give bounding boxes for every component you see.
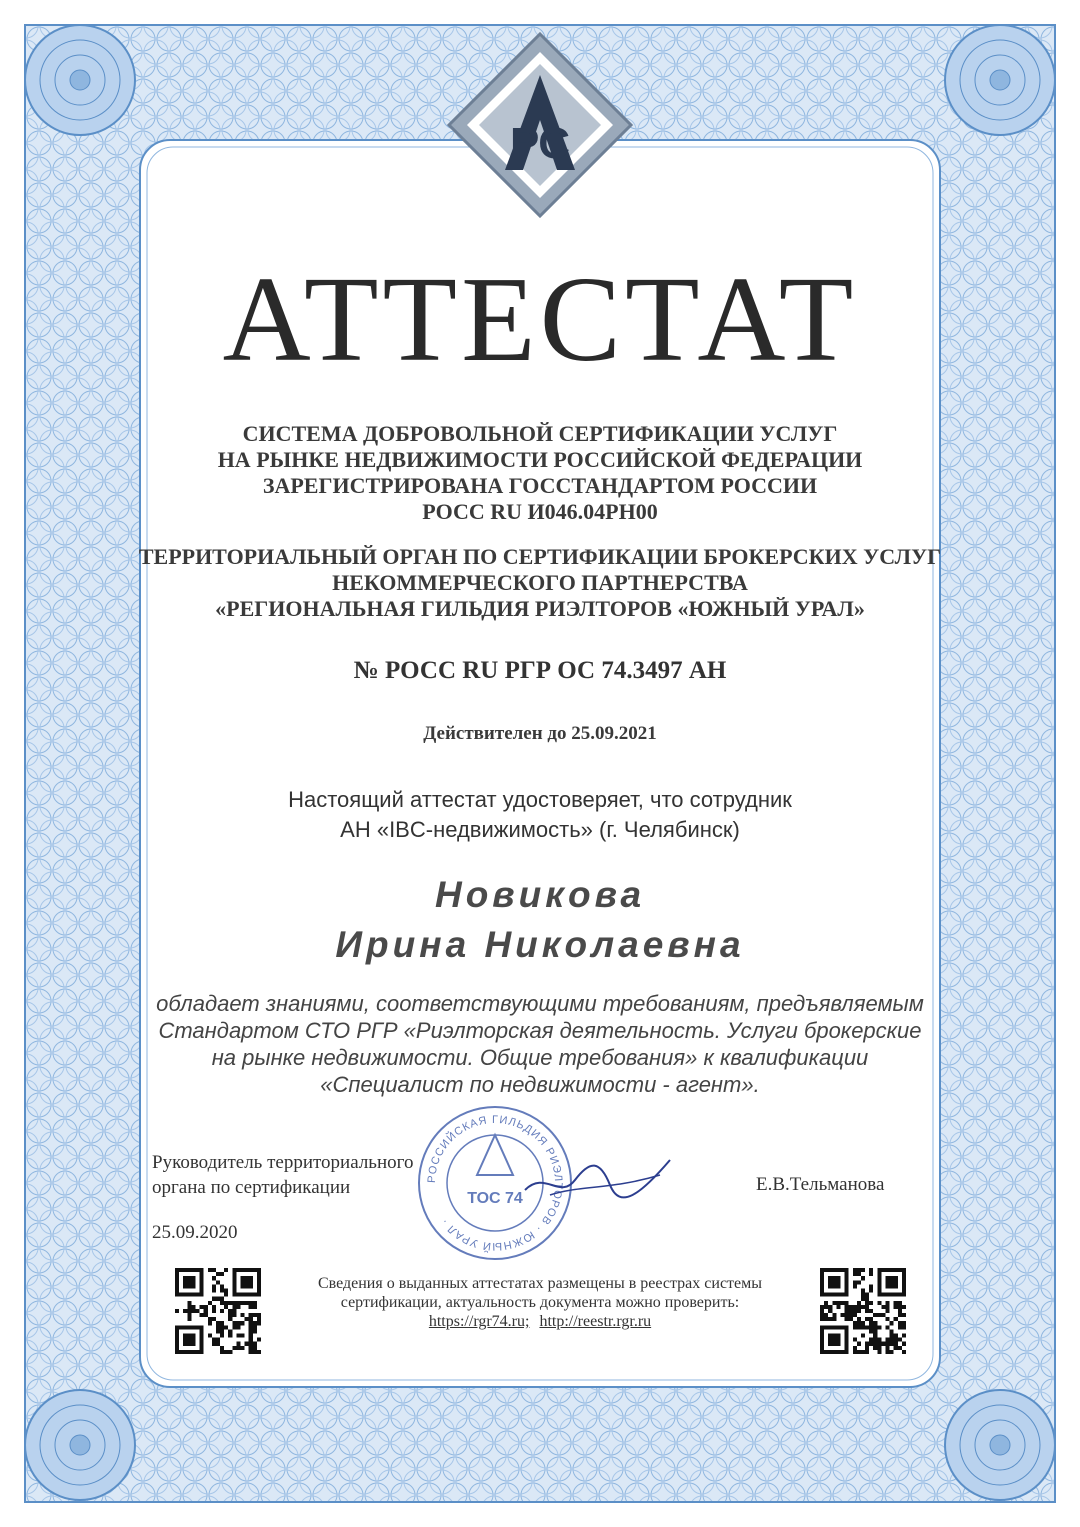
holder-given-name: Ирина Николаевна: [335, 924, 745, 965]
signer-position-line: органа по сертификации: [152, 1177, 351, 1198]
guild-logo: [445, 30, 635, 220]
certification-organ-block: [0, 544, 1080, 622]
logo-text: РС: [509, 119, 571, 168]
stamp-ring-text: РОССИЙСКАЯ ГИЛЬДИЯ РИЭЛТОРОВ · ЮЖНЫЙ УРАЛ ·: [425, 1113, 565, 1253]
certification-system-block: [0, 421, 1080, 525]
system-line: НА РЫНКЕ НЕДВИЖИМОСТИ РОССИЙСКОЙ ФЕДЕРАЦИИ: [217, 447, 863, 472]
validity-date: Действителен до 25.09.2021: [423, 723, 657, 744]
qualification-line: «Специалист по недвижимости - агент».: [320, 1072, 760, 1097]
registry-info: [0, 1274, 1080, 1331]
holder-name: [0, 870, 1080, 970]
holder-surname: Новикова: [434, 874, 646, 915]
intro-line: АН «IBC-недвижимость» (г. Челябинск): [340, 817, 740, 842]
organ-line: ТЕРРИТОРИАЛЬНЫЙ ОРГАН ПО СЕРТИФИКАЦИИ БРОКЕРСКИХ УСЛУГ: [138, 544, 942, 569]
info-line: сертификации, актуальность документа можно проверить:: [340, 1294, 740, 1311]
qualification-line: на рынке недвижимости. Общие требования» к квалификации: [211, 1045, 869, 1070]
qualification-line: Стандартом СТО РГР «Риэлторская деятельность. Услуги брокерские: [158, 1018, 922, 1043]
system-line: РОСС RU И046.04РН00: [422, 499, 658, 524]
corner-rosette-top-right: [945, 25, 1055, 135]
qualification-text: [0, 990, 1080, 1098]
document-title: АТТЕСТАТ: [222, 252, 858, 387]
handwritten-signature: [520, 1150, 680, 1210]
system-line: ЗАРЕГИСТРИРОВАНА ГОССТАНДАРТОМ РОССИИ: [262, 473, 818, 498]
issue-date: 25.09.2020: [152, 1222, 238, 1243]
intro-text: [0, 785, 1080, 845]
registry-link-reestr[interactable]: http://reestr.rgr.ru: [539, 1313, 652, 1330]
corner-rosette-top-left: [25, 25, 135, 135]
qualification-line: обладает знаниями, соответствующими требованиям, предъявляемым: [156, 991, 924, 1016]
registry-link-rgr74[interactable]: https://rgr74.ru;: [428, 1313, 530, 1330]
corner-rosette-bottom-left: [25, 1390, 135, 1500]
intro-line: Настоящий аттестат удостоверяет, что сотрудник: [288, 787, 792, 812]
organ-line: «РЕГИОНАЛЬНАЯ ГИЛЬДИЯ РИЭЛТОРОВ «ЮЖНЫЙ УРАЛ»: [215, 596, 865, 621]
signer-position: [152, 1150, 413, 1200]
system-line: СИСТЕМА ДОБРОВОЛЬНОЙ СЕРТИФИКАЦИИ УСЛУГ: [242, 421, 838, 446]
organ-line: НЕКОММЕРЧЕСКОГО ПАРТНЕРСТВА: [332, 570, 748, 595]
certificate-number: № РОСС RU РГР ОС 74.3497 АН: [353, 657, 727, 684]
stamp-center-text: ТОС 74: [467, 1190, 523, 1207]
signer-position-line: Руководитель территориального: [152, 1152, 414, 1173]
info-line: Сведения о выданных аттестатах размещены в реестрах системы: [317, 1275, 763, 1292]
signer-name: Е.В.Тельманова: [756, 1174, 885, 1195]
corner-rosette-bottom-right: [945, 1390, 1055, 1500]
